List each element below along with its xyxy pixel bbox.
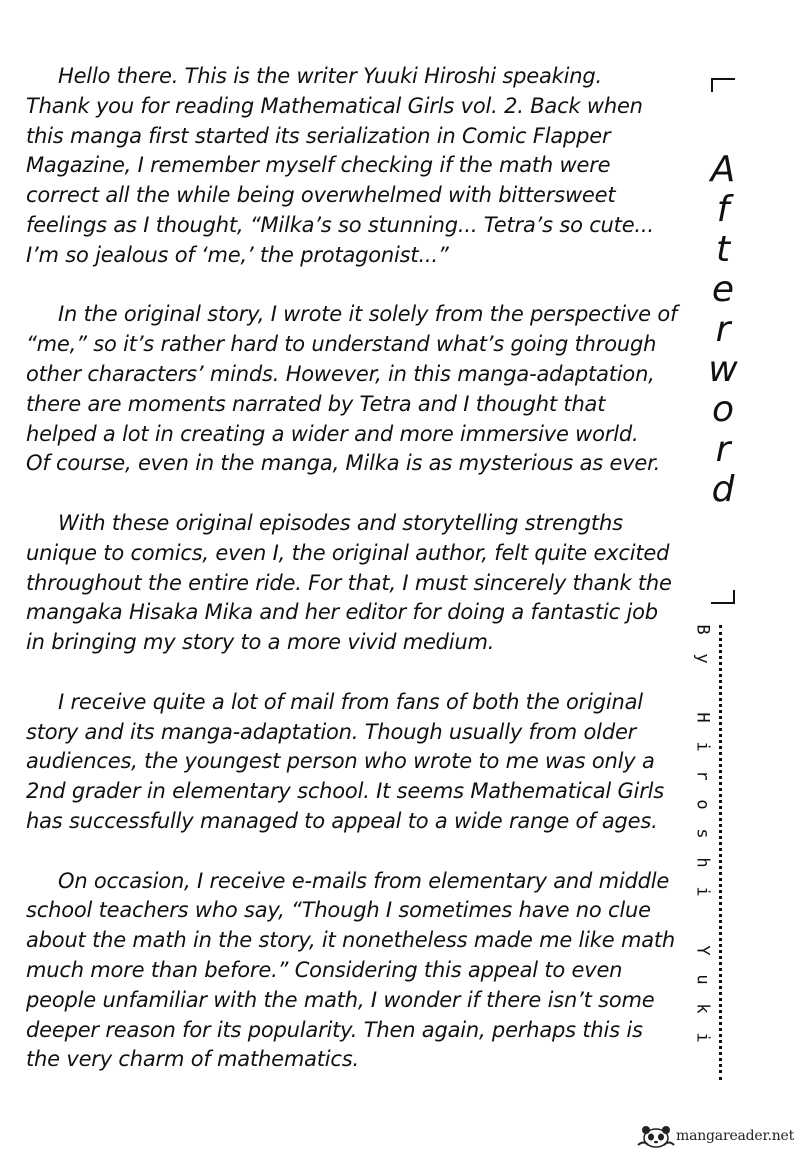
byline-char: H <box>692 712 713 723</box>
byline-char: s <box>692 828 713 839</box>
text-line: helped a lot in creating a wider and more immersive world. <box>26 421 639 446</box>
text-line: deeper reason for its popularity. Then again, perhaps this is <box>26 1017 643 1042</box>
paragraph-4 <box>26 688 676 837</box>
paragraph-1 <box>26 62 676 271</box>
byline-char: i <box>692 886 713 897</box>
title-letter: A <box>710 149 736 190</box>
text-line: story and its manga-adaptation. Though usually from older <box>26 719 637 744</box>
text-line: audiences, the youngest person who wrote to me was only a <box>26 749 655 774</box>
title-letter: d <box>711 469 735 510</box>
text-line: Thank you for reading Mathematical Girls vol. 2. Back when <box>26 93 643 118</box>
text-line: unique to comics, even I, the original author, felt quite excited <box>26 540 670 565</box>
byline-char: k <box>692 1003 713 1014</box>
byline-char: o <box>692 799 713 810</box>
text-line: there are moments narrated by Tetra and I thought that <box>26 391 606 416</box>
title-letter: e <box>711 269 735 310</box>
text-line: feelings as I thought, “Milka’s so stunning... Tetra’s so cute... <box>26 212 654 237</box>
afterword-body <box>26 62 676 1105</box>
title-letter: r <box>715 429 731 470</box>
text-line: On occasion, I receive e-mails from elementary and middle <box>58 868 670 893</box>
byline-char: y <box>692 653 713 664</box>
byline-dotted-rule <box>719 625 722 1080</box>
text-line: “me,” so it’s rather hard to understand what’s going through <box>26 332 657 357</box>
text-line: 2nd grader in elementary school. It seems Mathematical Girls <box>26 779 665 804</box>
text-line: mangaka Hisaka Mika and her editor for doing a fantastic job <box>26 600 658 625</box>
text-line: throughout the entire ride. For that, I must sincerely thank the <box>26 570 672 595</box>
text-line: much more than before.” Considering this appeal to even <box>26 957 623 982</box>
panda-logo-icon <box>636 1123 676 1149</box>
paragraph-2 <box>26 300 676 479</box>
watermark-text: mangareader.net <box>676 1128 795 1144</box>
title-letter: r <box>715 309 731 350</box>
title-letter: t <box>715 229 731 270</box>
author-byline <box>690 615 714 1052</box>
text-line: correct all the while being overwhelmed with bittersweet <box>26 183 616 208</box>
title-letter: o <box>711 389 735 430</box>
title-open-bracket <box>711 78 735 92</box>
text-line: in bringing my story to a more vivid medium. <box>26 630 495 655</box>
text-line: school teachers who say, “Though I sometimes have no clue <box>26 898 651 923</box>
byline-char: i <box>692 741 713 752</box>
text-line: I receive quite a lot of mail from fans of both the original <box>58 689 643 714</box>
text-line: people unfamiliar with the math, I wonder if there isn’t some <box>26 987 655 1012</box>
text-line: about the math in the story, it nonetheless made me like math <box>26 928 676 953</box>
text-line: Hello there. This is the writer Yuuki Hiroshi speaking. <box>58 64 602 88</box>
byline-char: i <box>692 1032 713 1043</box>
byline-char: B <box>692 624 713 635</box>
byline-char: h <box>692 857 713 868</box>
title-close-bracket <box>711 590 735 604</box>
vertical-title <box>700 150 746 510</box>
byline-char: u <box>692 974 713 985</box>
text-line: has successfully managed to appeal to a wide range of ages. <box>26 808 658 833</box>
text-line: other characters’ minds. However, in this manga-adaptation, <box>26 361 655 386</box>
text-line: I’m so jealous of ‘me,’ the protagonist...” <box>26 242 449 267</box>
byline-char: Y <box>692 945 713 956</box>
byline-char: r <box>692 770 713 781</box>
site-watermark <box>636 1122 794 1150</box>
text-line: In the original story, I wrote it solely from the perspective of <box>58 302 678 327</box>
text-line: With these original episodes and storytelling strengths <box>58 510 623 535</box>
text-line: this manga first started its serialization in Comic Flapper <box>26 123 611 148</box>
text-line: Magazine, I remember myself checking if the math were <box>26 153 611 178</box>
paragraph-3 <box>26 509 676 658</box>
text-line: the very charm of mathematics. <box>26 1047 359 1072</box>
paragraph-5 <box>26 867 676 1076</box>
title-letter: f <box>716 189 730 230</box>
text-line: Of course, even in the manga, Milka is as mysterious as ever. <box>26 451 661 476</box>
title-letter: w <box>708 349 738 390</box>
